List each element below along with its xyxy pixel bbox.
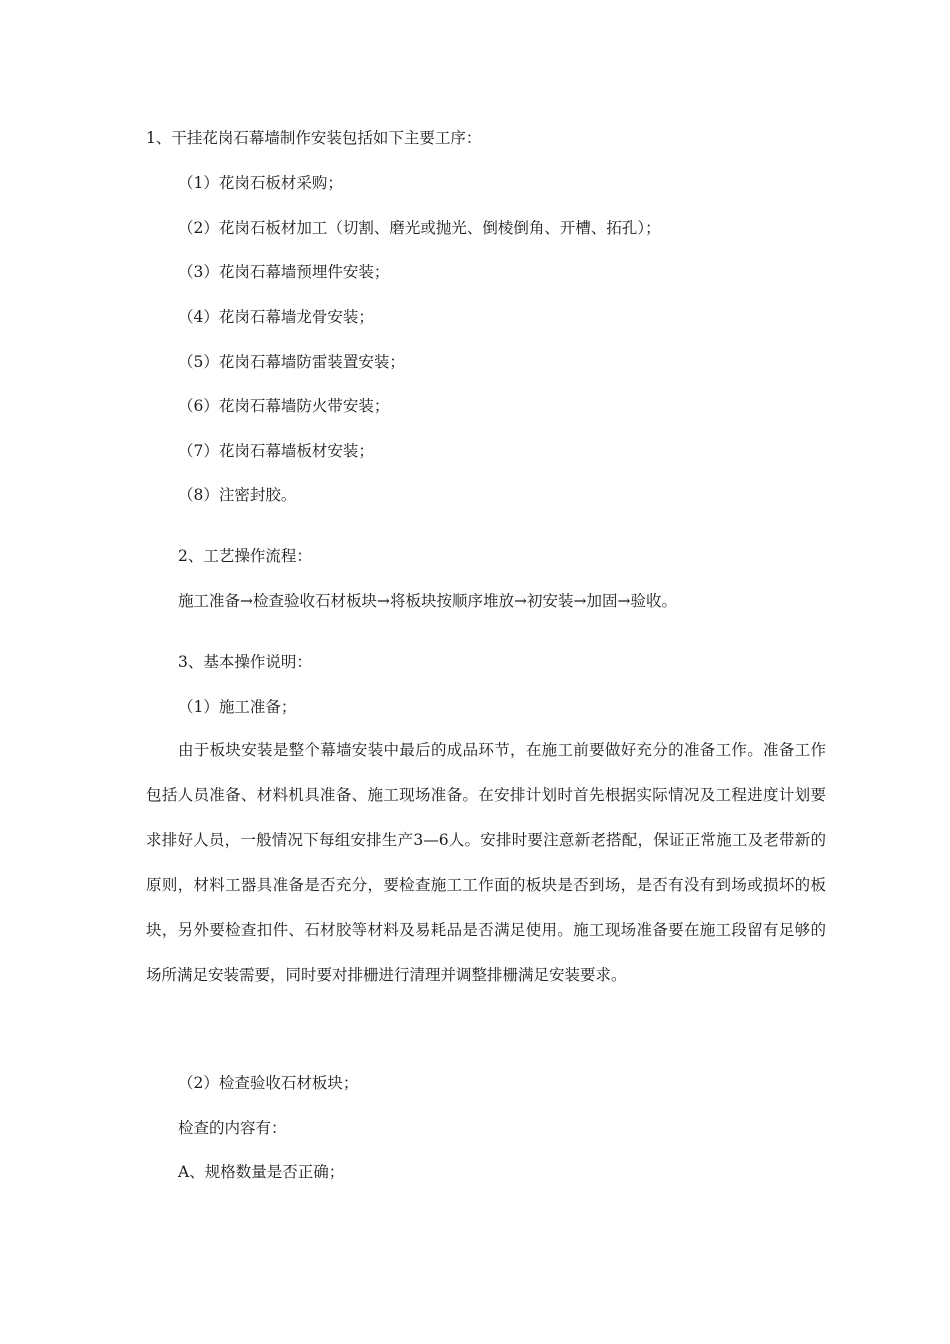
list-item: （1）花岗石板材采购； [178,174,343,192]
check-intro: 检查的内容有： [178,1119,287,1137]
list-item: （2）花岗石板材加工（切割、磨光或抛光、倒棱倒角、开槽、拓孔）； [178,219,661,237]
list-item: （4）花岗石幕墙龙骨安装； [178,308,374,326]
section1-heading: 1、干挂花岗石幕墙制作安装包括如下主要工序： [146,129,482,147]
list-item: （6）花岗石幕墙防火带安装； [178,397,390,415]
subsection-title: （2）检查验收石材板块； [178,1074,359,1092]
section2-heading: 2、工艺操作流程： [178,547,312,565]
list-item: （8）注密封胶。 [178,486,297,504]
check-item: A、规格数量是否正确； [178,1163,345,1181]
list-item: （7）花岗石幕墙板材安装； [178,442,374,460]
list-item: （3）花岗石幕墙预埋件安装； [178,263,390,281]
list-item: （5）花岗石幕墙防雷装置安装； [178,353,405,371]
section3-heading: 3、基本操作说明： [178,653,312,671]
body-paragraph: 由于板块安装是整个幕墙安装中最后的成品环节，在施工前要做好充分的准备工作。准备工作包括人员准备、材料机具准备、施工现场准备。在安排计划时首先根据实际情况及工程进度计划要求排好人员，一般情况下每组安排生产3—6人。安排时要注意新老搭配，保证正常施工及老带新的原则，材料工器具准备是否充分，要检查施工工作面的板块是否到场，是否有没有到场或损坏的板块，另外要检查扣件、石材胶等材料及易耗品是否满足使用。施工现场准备要在施工段留有足够的场所满足安装需要，同时要对排栅进行清理并调整排栅满足安装要求。 [146,741,826,984]
subsection-title: （1）施工准备； [178,698,297,716]
process-flow: 施工准备→检查验收石材板块→将板块按顺序堆放→初安装→加固→验收。 [178,592,677,610]
